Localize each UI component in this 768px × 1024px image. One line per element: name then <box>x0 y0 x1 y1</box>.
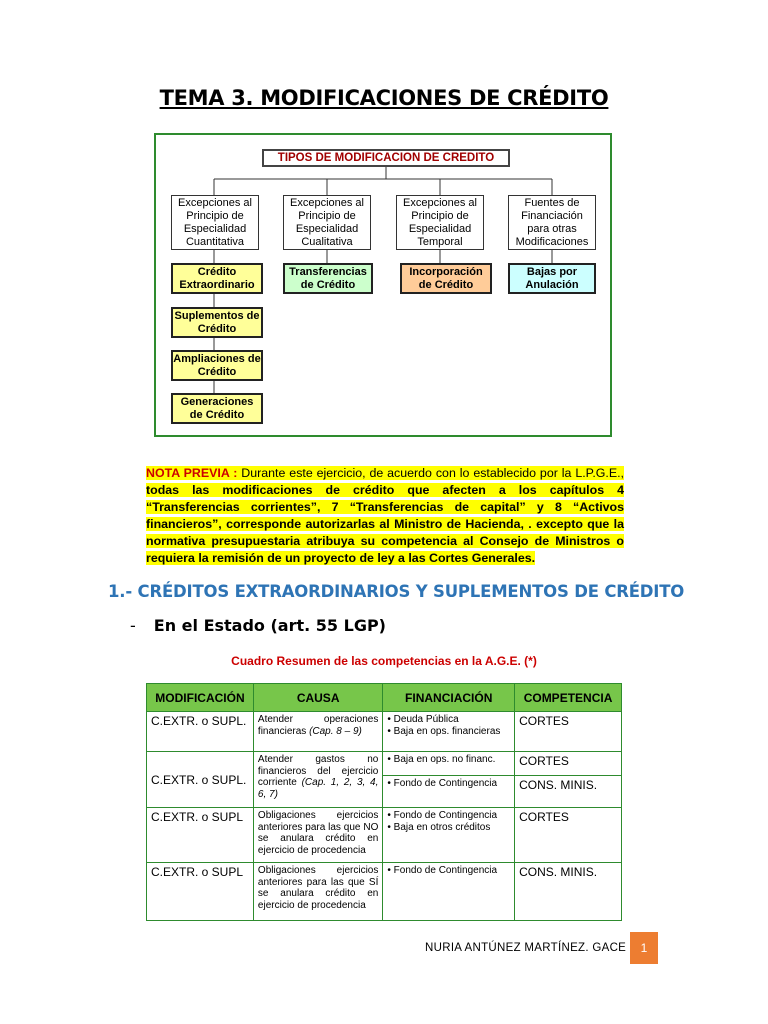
note-intro: Durante este ejercicio, de acuerdo con lo establecido por la L.P.G.E., <box>237 466 625 480</box>
header-modificacion: MODIFICACIÓN <box>147 684 254 712</box>
type-incorporacion: Incorporación de Crédito <box>400 263 492 294</box>
cell-fin: • Fondo de Contingencia <box>383 863 515 921</box>
type-suplementos: Suplementos de Crédito <box>171 307 263 338</box>
nota-previa <box>146 465 624 567</box>
cell-causa: Obligaciones ejercicios anteriores para las que NO se anulara crédito en ejercicio de procedencia <box>253 808 382 863</box>
cell-causa: Obligaciones ejercicios anteriores para las que SÍ se anulara crédito en ejercicio de procedencia <box>253 863 382 921</box>
table-header-row <box>147 684 622 712</box>
bullet-estado: - En el Estado (art. 55 LGP) <box>130 616 386 635</box>
header-causa: CAUSA <box>253 684 382 712</box>
type-bajas: Bajas por Anulación <box>508 263 596 294</box>
note-label: NOTA PREVIA : <box>146 466 238 480</box>
header-competencia: COMPETENCIA <box>515 684 622 712</box>
cell-comp: CORTES <box>515 752 622 776</box>
cell-causa: Atender operaciones financieras (Cap. 8 – 9) <box>253 712 382 752</box>
table-row <box>147 863 622 921</box>
cell-comp: CONS. MINIS. <box>515 776 622 808</box>
cell-comp: CONS. MINIS. <box>515 863 622 921</box>
table-row <box>147 752 622 776</box>
table-row <box>147 712 622 752</box>
header-financiacion: FINANCIACIÓN <box>383 684 515 712</box>
bullet-text: En el Estado (art. 55 LGP) <box>153 616 386 635</box>
category-cuantitativa: Excepciones al Principio de Especialidad Cuantitativa <box>171 195 259 250</box>
footer-author: NURIA ANTÚNEZ MARTÍNEZ. GACE <box>425 942 627 954</box>
page-title: TEMA 3. MODIFICACIONES DE CRÉDITO <box>159 86 609 110</box>
cell-causa: Atender gastos no financieros del ejercicio corriente (Cap. 1, 2, 3, 4, 6, 7) <box>253 752 382 808</box>
table-caption: Cuadro Resumen de las competencias en la A.G.E. (*) <box>231 654 537 668</box>
diagram-header: TIPOS DE MODIFICACION DE CREDITO <box>262 149 510 167</box>
note-body: todas las modificaciones de crédito que afecten a los capítulos 4 “Transferencias corrientes”, 7 “Transferencias de capital” y 8 “Activos financieros”, corresponde autorizarlas al Ministro de Hacienda, . excepto que la normativa presupuestaria atribuya su competencia al Consejo de Ministros o requiera la remisión de un proyecto de ley a las Cortes Generales. <box>146 483 624 565</box>
cell-comp: CORTES <box>515 712 622 752</box>
cell-fin: • Deuda Pública • Baja en ops. financieras <box>383 712 515 752</box>
type-transferencias: Transferencias de Crédito <box>283 263 373 294</box>
cell-mod: C.EXTR. o SUPL <box>147 808 254 863</box>
page-number: 1 <box>630 932 658 964</box>
cell-mod: C.EXTR. o SUPL. <box>147 752 254 808</box>
cell-mod: C.EXTR. o SUPL <box>147 863 254 921</box>
type-credito-extraordinario: Crédito Extraordinario <box>171 263 263 294</box>
type-ampliaciones: Ampliaciones de Crédito <box>171 350 263 381</box>
cell-fin: • Fondo de Contingencia <box>383 776 515 808</box>
category-temporal: Excepciones al Principio de Especialidad Temporal <box>396 195 484 250</box>
competencias-table <box>146 683 622 921</box>
cell-fin: • Fondo de Contingencia • Baja en otros créditos <box>383 808 515 863</box>
category-fuentes: Fuentes de Financiación para otras Modificaciones <box>508 195 596 250</box>
cell-fin: • Baja en ops. no financ. <box>383 752 515 776</box>
cell-mod: C.EXTR. o SUPL. <box>147 712 254 752</box>
section-heading-1: 1.- CRÉDITOS EXTRAORDINARIOS Y SUPLEMENTOS DE CRÉDITO <box>108 582 685 601</box>
modification-types-diagram <box>154 133 612 437</box>
category-cualitativa: Excepciones al Principio de Especialidad Cualitativa <box>283 195 371 250</box>
table-row <box>147 808 622 863</box>
type-generaciones: Generaciones de Crédito <box>171 393 263 424</box>
cell-comp: CORTES <box>515 808 622 863</box>
